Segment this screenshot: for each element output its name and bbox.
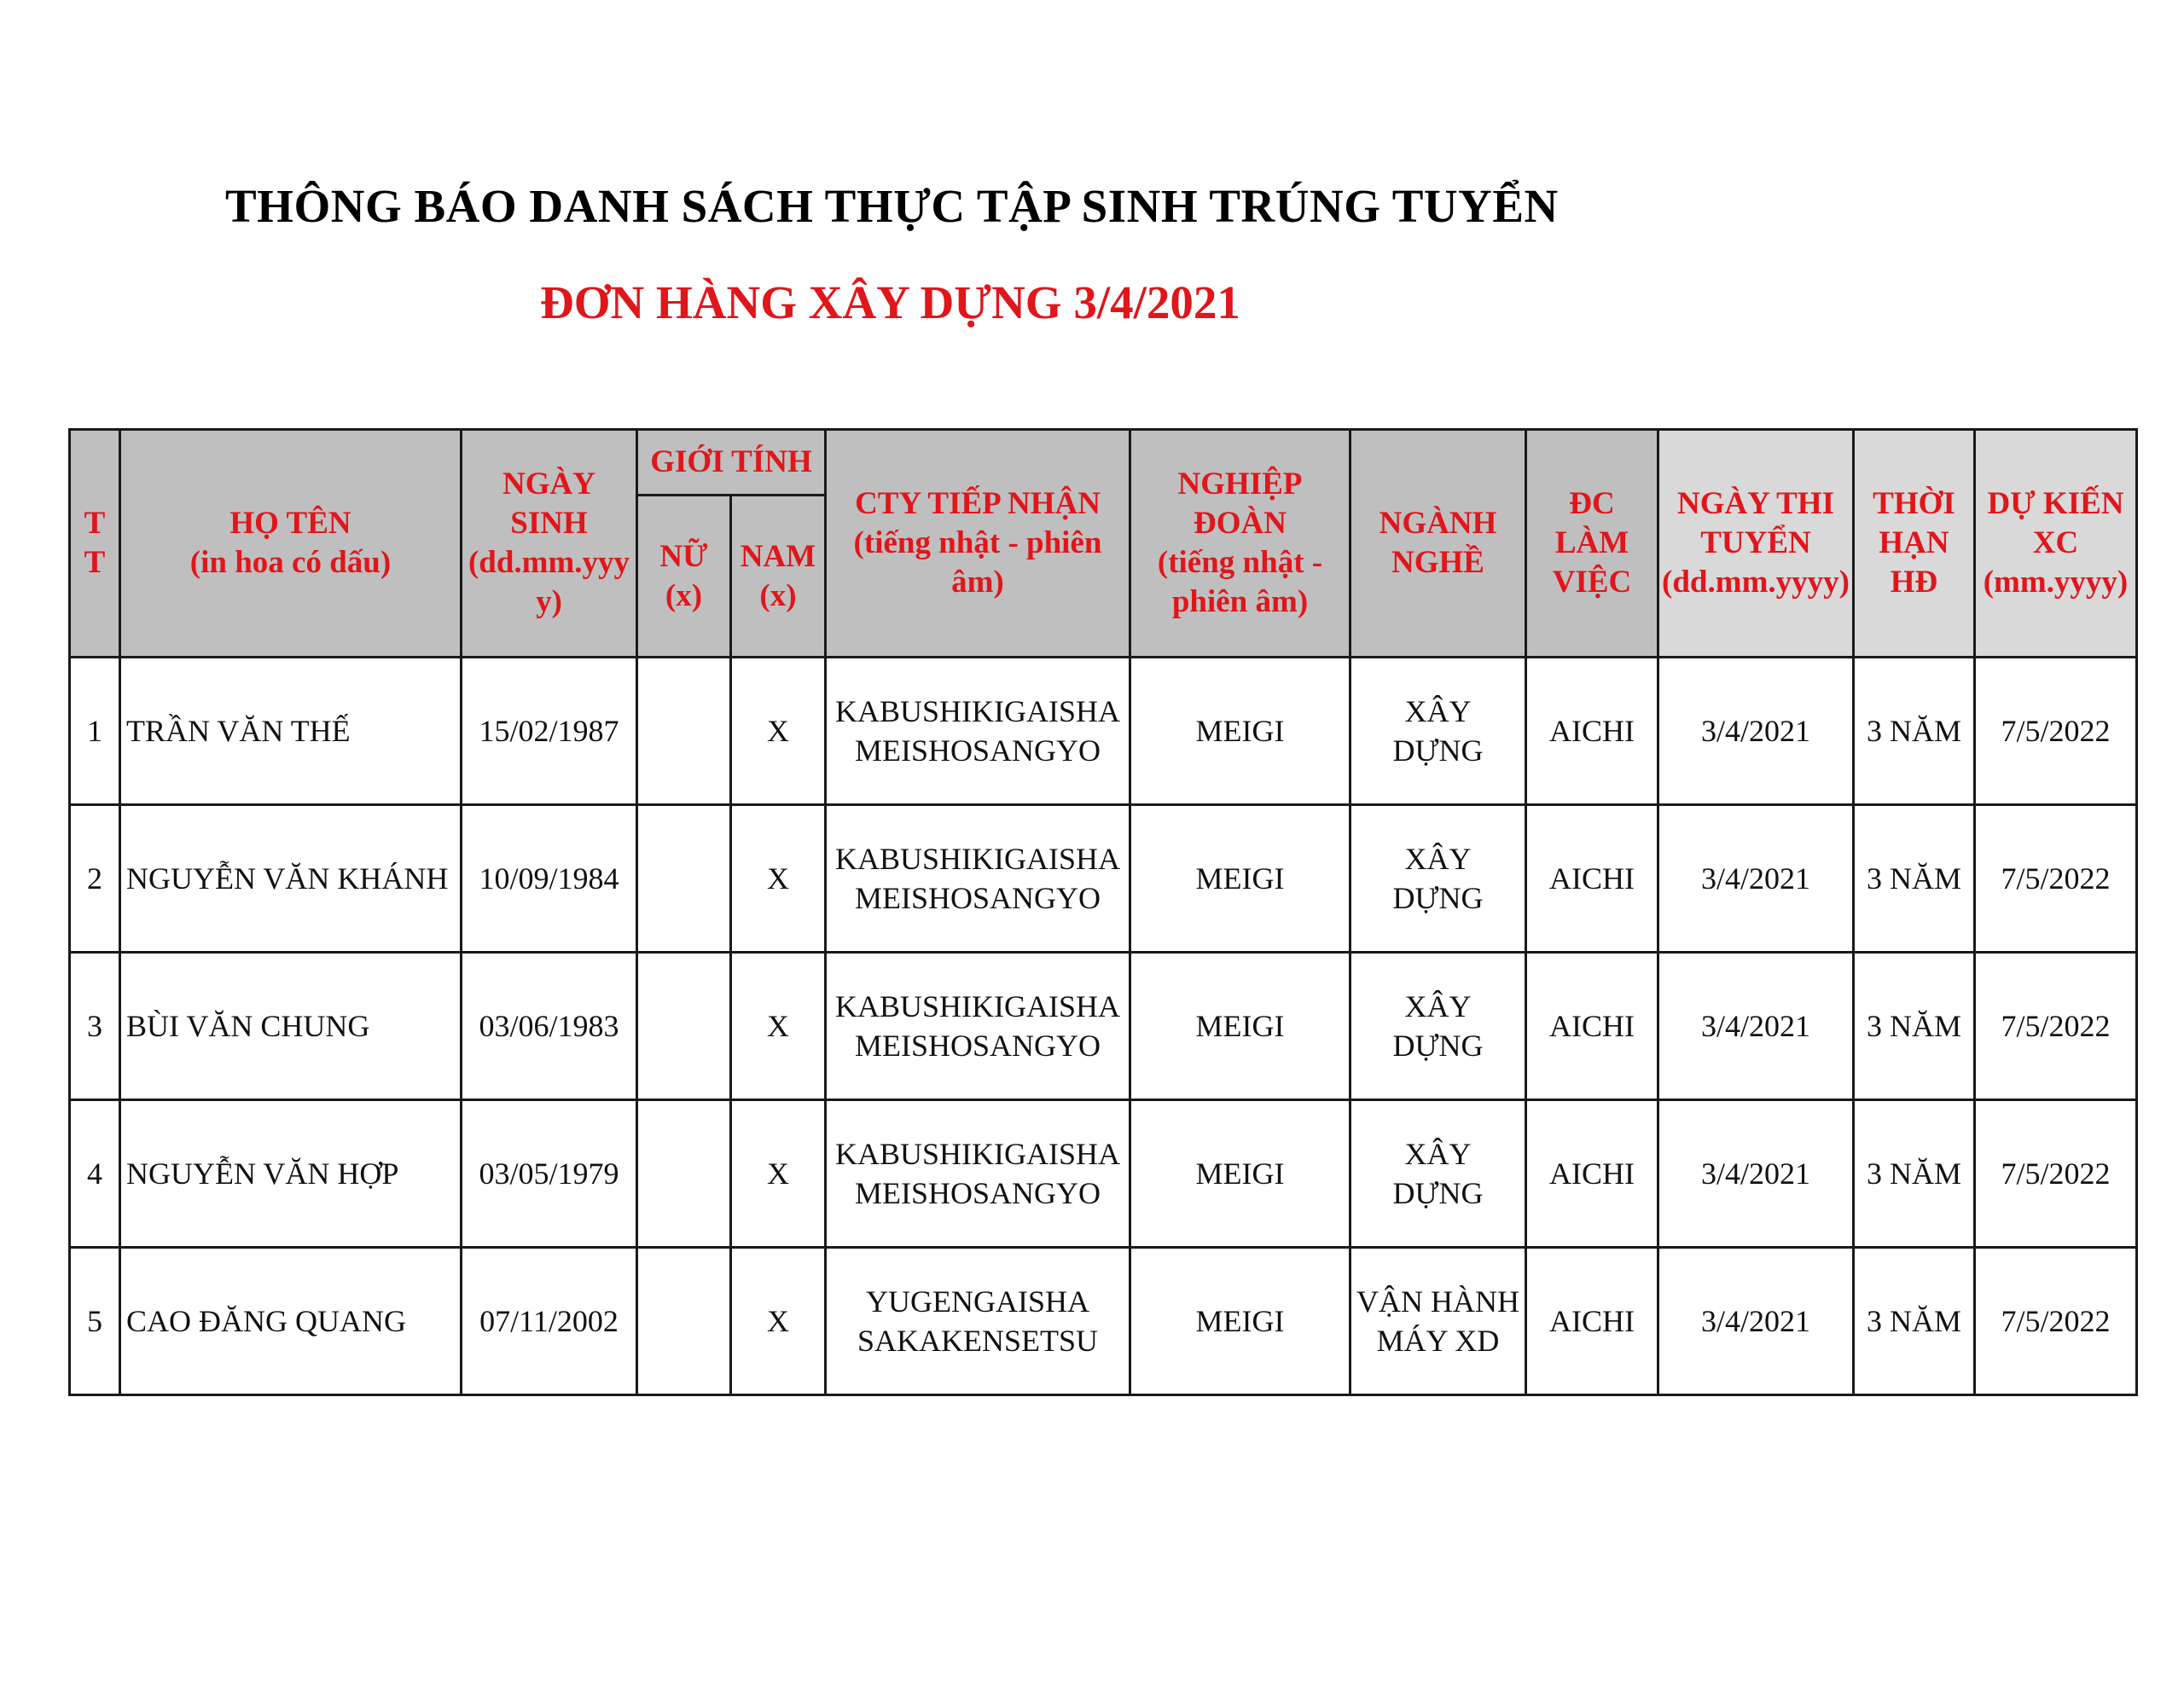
cell-nghiep-doan: MEIGI — [1130, 658, 1350, 805]
cell-cty: KABUSHIKIGAISHA MEISHOSANGYO — [826, 805, 1130, 953]
cell-du-kien-xc: 7/5/2022 — [1975, 953, 2137, 1100]
cell-nghiep-doan: MEIGI — [1130, 953, 1350, 1100]
cell-ho-ten: NGUYỄN VĂN KHÁNH — [120, 805, 462, 953]
cell-tt: 2 — [70, 805, 120, 953]
header-nghiep-doan: NGHIỆP ĐOÀN (tiếng nhật - phiên âm) — [1130, 430, 1350, 658]
cell-thoi-han: 3 NĂM — [1854, 805, 1975, 953]
cell-ngay-thi-tuyen: 3/4/2021 — [1658, 805, 1854, 953]
cell-nam: X — [731, 658, 826, 805]
cell-ho-ten: CAO ĐĂNG QUANG — [120, 1248, 462, 1395]
cell-du-kien-xc: 7/5/2022 — [1975, 1100, 2137, 1248]
cell-tt: 1 — [70, 658, 120, 805]
cell-nu — [637, 953, 731, 1100]
table-row — [70, 953, 2137, 1100]
cell-ho-ten: BÙI VĂN CHUNG — [120, 953, 462, 1100]
cell-dc-lam-viec: AICHI — [1526, 805, 1658, 953]
cell-thoi-han: 3 NĂM — [1854, 658, 1975, 805]
cell-dc-lam-viec: AICHI — [1526, 1100, 1658, 1248]
cell-nganh-nghe: XÂY DỰNG — [1350, 953, 1526, 1100]
header-nganh-nghe: NGÀNH NGHỀ — [1350, 430, 1526, 658]
cell-dc-lam-viec: AICHI — [1526, 953, 1658, 1100]
cell-dc-lam-viec: AICHI — [1526, 1248, 1658, 1395]
header-tt: T T — [70, 430, 120, 658]
cell-nghiep-doan: MEIGI — [1130, 1100, 1350, 1248]
header-du-kien-xc: DỰ KIẾN XC (mm.yyyy) — [1975, 430, 2137, 658]
cell-ngay-sinh: 07/11/2002 — [462, 1248, 637, 1395]
table-row — [70, 1248, 2137, 1395]
header-nu: NỮ (x) — [637, 496, 731, 658]
cell-thoi-han: 3 NĂM — [1854, 1100, 1975, 1248]
cell-nu — [637, 805, 731, 953]
cell-dc-lam-viec: AICHI — [1526, 658, 1658, 805]
cell-du-kien-xc: 7/5/2022 — [1975, 805, 2137, 953]
cell-ngay-thi-tuyen: 3/4/2021 — [1658, 1100, 1854, 1248]
cell-tt: 4 — [70, 1100, 120, 1248]
cell-ngay-thi-tuyen: 3/4/2021 — [1658, 1248, 1854, 1395]
cell-ho-ten: TRẦN VĂN THẾ — [120, 658, 462, 805]
cell-du-kien-xc: 7/5/2022 — [1975, 1248, 2137, 1395]
cell-tt: 3 — [70, 953, 120, 1100]
cell-nghiep-doan: MEIGI — [1130, 1248, 1350, 1395]
cell-nam: X — [731, 953, 826, 1100]
cell-du-kien-xc: 7/5/2022 — [1975, 658, 2137, 805]
table-row — [70, 658, 2137, 805]
cell-thoi-han: 3 NĂM — [1854, 953, 1975, 1100]
cell-nghiep-doan: MEIGI — [1130, 805, 1350, 953]
table-header — [70, 430, 2137, 658]
cell-nam: X — [731, 1248, 826, 1395]
header-thoi-han: THỜI HẠN HĐ — [1854, 430, 1975, 658]
table-row — [70, 1100, 2137, 1248]
document-title: THÔNG BÁO DANH SÁCH THỰC TẬP SINH TRÚNG TUYỂN — [225, 180, 1559, 232]
cell-nam: X — [731, 1100, 826, 1248]
cell-ho-ten: NGUYỄN VĂN HỢP — [120, 1100, 462, 1248]
header-gioi-tinh: GIỚI TÍNH — [637, 430, 826, 496]
document-subtitle: ĐƠN HÀNG XÂY DỰNG 3/4/2021 — [540, 276, 1240, 328]
table-body — [70, 658, 2137, 1395]
cell-nganh-nghe: XÂY DỰNG — [1350, 805, 1526, 953]
cell-cty: YUGENGAISHA SAKAKENSETSU — [826, 1248, 1130, 1395]
cell-nganh-nghe: XÂY DỰNG — [1350, 1100, 1526, 1248]
cell-ngay-sinh: 15/02/1987 — [462, 658, 637, 805]
header-ngay-thi-tuyen: NGÀY THI TUYỂN (dd.mm.yyyy) — [1658, 430, 1854, 658]
cell-ngay-sinh: 10/09/1984 — [462, 805, 637, 953]
cell-nu — [637, 1248, 731, 1395]
cell-nu — [637, 658, 731, 805]
cell-nganh-nghe: VẬN HÀNH MÁY XD — [1350, 1248, 1526, 1395]
cell-nu — [637, 1100, 731, 1248]
header-dc-lam-viec: ĐC LÀM VIỆC — [1526, 430, 1658, 658]
table-row — [70, 805, 2137, 953]
cell-ngay-thi-tuyen: 3/4/2021 — [1658, 953, 1854, 1100]
cell-cty: KABUSHIKIGAISHA MEISHOSANGYO — [826, 1100, 1130, 1248]
cell-cty: KABUSHIKIGAISHA MEISHOSANGYO — [826, 953, 1130, 1100]
cell-thoi-han: 3 NĂM — [1854, 1248, 1975, 1395]
cell-nam: X — [731, 805, 826, 953]
cell-ngay-sinh: 03/06/1983 — [462, 953, 637, 1100]
header-ngay-sinh: NGÀY SINH (dd.mm.yyy y) — [462, 430, 637, 658]
cell-ngay-sinh: 03/05/1979 — [462, 1100, 637, 1248]
header-cty-tiep-nhan: CTY TIẾP NHẬN (tiếng nhật - phiên âm) — [826, 430, 1130, 658]
trainee-table — [68, 428, 2138, 1396]
cell-tt: 5 — [70, 1248, 120, 1395]
header-nam: NAM (x) — [731, 496, 826, 658]
cell-ngay-thi-tuyen: 3/4/2021 — [1658, 658, 1854, 805]
cell-nganh-nghe: XÂY DỰNG — [1350, 658, 1526, 805]
header-ho-ten: HỌ TÊN (in hoa có dấu) — [120, 430, 462, 658]
cell-cty: KABUSHIKIGAISHA MEISHOSANGYO — [826, 658, 1130, 805]
